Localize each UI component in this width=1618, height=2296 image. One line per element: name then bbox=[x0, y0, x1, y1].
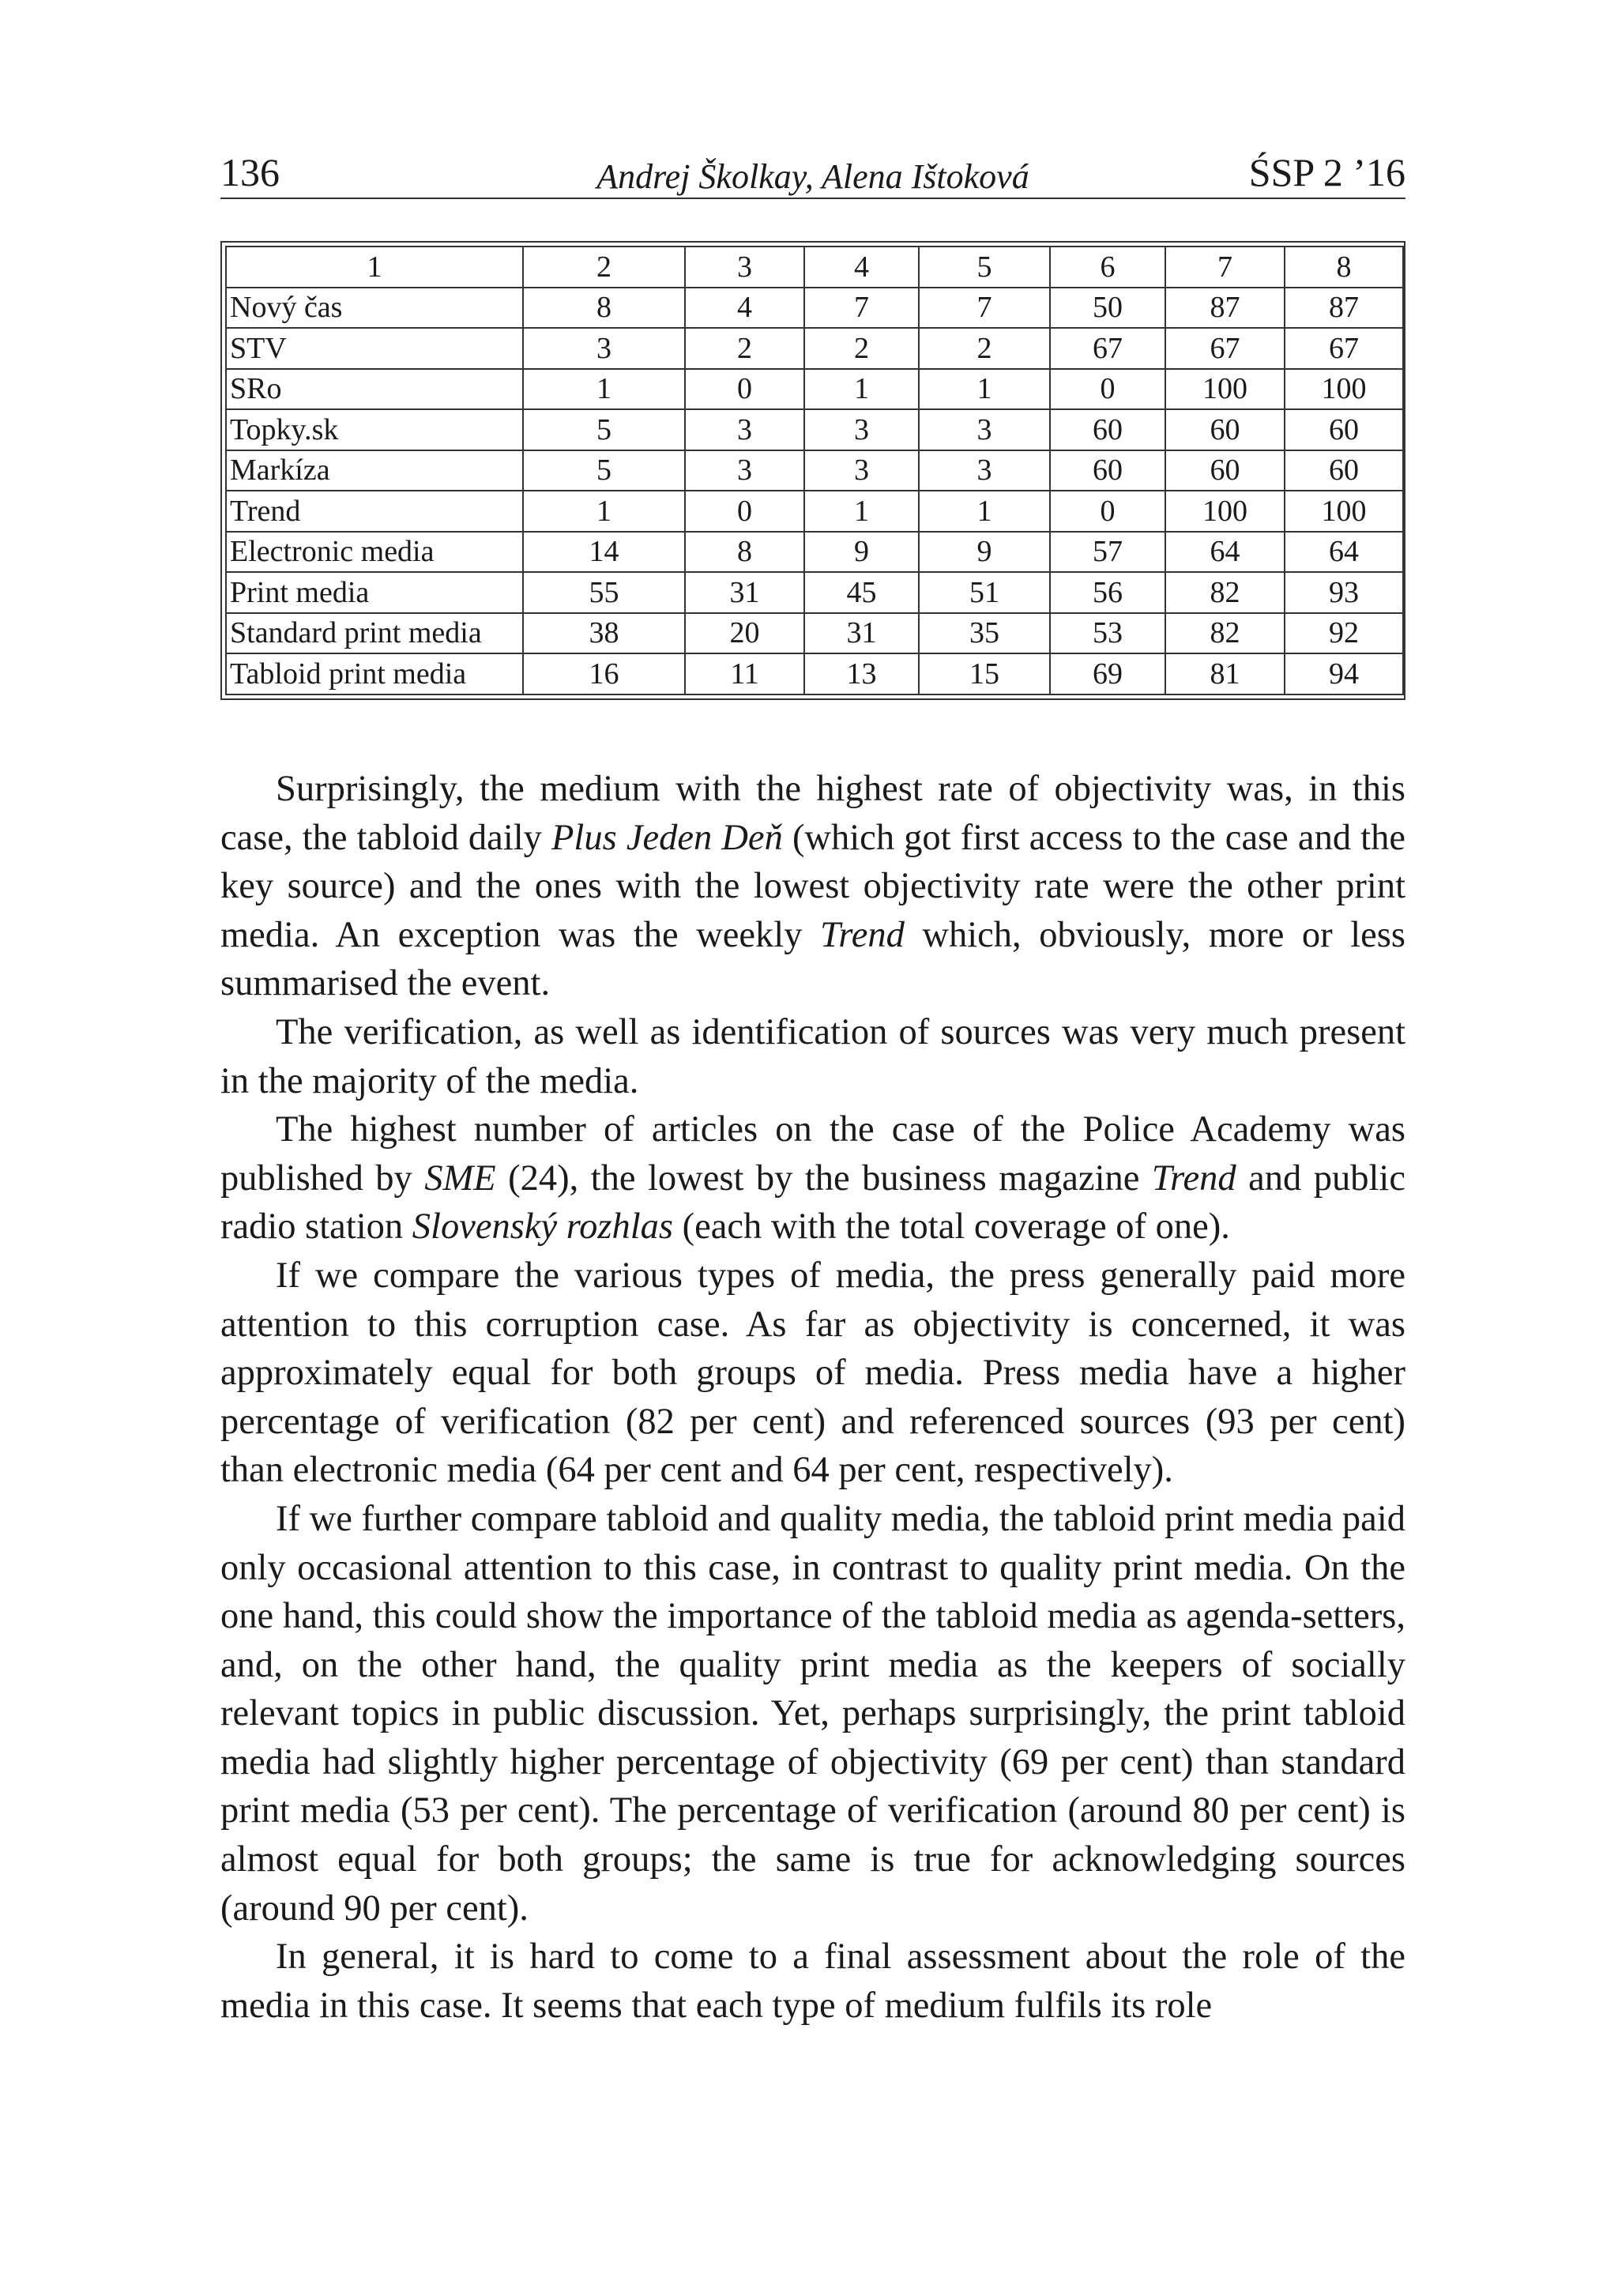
table-cell: 2 bbox=[685, 328, 804, 369]
table-cell: 1 bbox=[804, 369, 919, 410]
body-text bbox=[220, 765, 1405, 2030]
paragraph bbox=[220, 1105, 1405, 1252]
paragraph bbox=[220, 1495, 1405, 1933]
table-cell: 100 bbox=[1285, 491, 1403, 532]
column-header: 5 bbox=[919, 247, 1050, 288]
page-number: 136 bbox=[220, 150, 280, 194]
column-header: 3 bbox=[685, 247, 804, 288]
results-table-frame bbox=[220, 241, 1405, 700]
table-cell: 64 bbox=[1165, 532, 1285, 573]
table-cell: 51 bbox=[919, 572, 1050, 613]
column-header: 2 bbox=[523, 247, 685, 288]
table-cell: 67 bbox=[1285, 328, 1403, 369]
row-label: Tabloid print media bbox=[226, 653, 523, 694]
table-cell: 11 bbox=[685, 653, 804, 694]
table-cell: 5 bbox=[523, 450, 685, 491]
table-cell: 1 bbox=[919, 491, 1050, 532]
row-label: Topky.sk bbox=[226, 409, 523, 450]
table-cell: 67 bbox=[1165, 328, 1285, 369]
table-row bbox=[226, 409, 1403, 450]
table-cell: 9 bbox=[804, 532, 919, 573]
table-cell: 2 bbox=[804, 328, 919, 369]
text-run: and public radio station bbox=[220, 1157, 1405, 1248]
column-header: 6 bbox=[1050, 247, 1165, 288]
italic-text-run: Slovenský rozhlas bbox=[412, 1206, 673, 1248]
table-cell: 2 bbox=[919, 328, 1050, 369]
table-cell: 15 bbox=[919, 653, 1050, 694]
table-cell: 9 bbox=[919, 532, 1050, 573]
table-row bbox=[226, 613, 1403, 654]
table-row bbox=[226, 369, 1403, 410]
paragraph bbox=[220, 1252, 1405, 1495]
row-label: Markíza bbox=[226, 450, 523, 491]
column-header: 7 bbox=[1165, 247, 1285, 288]
table-cell: 60 bbox=[1050, 450, 1165, 491]
table-cell: 50 bbox=[1050, 288, 1165, 329]
table-cell: 81 bbox=[1165, 653, 1285, 694]
table-cell: 3 bbox=[523, 328, 685, 369]
table-cell: 55 bbox=[523, 572, 685, 613]
running-header-journal: ŚSP 2 ’16 bbox=[1248, 150, 1405, 194]
table-header-row bbox=[226, 247, 1403, 288]
text-run: (each with the total coverage of one). bbox=[672, 1206, 1230, 1248]
italic-text-run: SME bbox=[424, 1157, 496, 1199]
paragraph bbox=[220, 1933, 1405, 2030]
table-cell: 1 bbox=[523, 369, 685, 410]
table-body bbox=[226, 247, 1403, 694]
table-cell: 1 bbox=[523, 491, 685, 532]
table-cell: 16 bbox=[523, 653, 685, 694]
table-cell: 100 bbox=[1165, 491, 1285, 532]
row-label: SRo bbox=[226, 369, 523, 410]
table-cell: 60 bbox=[1050, 409, 1165, 450]
column-header: 4 bbox=[804, 247, 919, 288]
table-row bbox=[226, 572, 1403, 613]
table-row bbox=[226, 328, 1403, 369]
column-header: 8 bbox=[1285, 247, 1403, 288]
table-cell: 3 bbox=[685, 450, 804, 491]
table-cell: 93 bbox=[1285, 572, 1403, 613]
table-row bbox=[226, 491, 1403, 532]
table-cell: 57 bbox=[1050, 532, 1165, 573]
running-header-authors: Andrej Školkay, Alena Ištoková bbox=[596, 157, 1029, 196]
paragraph bbox=[220, 765, 1405, 1008]
table-cell: 7 bbox=[804, 288, 919, 329]
column-header: 1 bbox=[226, 247, 523, 288]
table-cell: 94 bbox=[1285, 653, 1403, 694]
table-row bbox=[226, 653, 1403, 694]
table-cell: 3 bbox=[919, 409, 1050, 450]
text-run: (which got first access to the case and the key source) and the ones with the lowest objectivity rate were the other print media. An exception was the weekly bbox=[220, 817, 1405, 955]
table-cell: 1 bbox=[919, 369, 1050, 410]
table-cell: 87 bbox=[1165, 288, 1285, 329]
table-cell: 3 bbox=[685, 409, 804, 450]
table-cell: 100 bbox=[1165, 369, 1285, 410]
paragraph bbox=[220, 1008, 1405, 1105]
italic-text-run: Trend bbox=[1151, 1157, 1236, 1199]
table-cell: 31 bbox=[804, 613, 919, 654]
table-cell: 45 bbox=[804, 572, 919, 613]
table-cell: 56 bbox=[1050, 572, 1165, 613]
row-label: Nový čas bbox=[226, 288, 523, 329]
running-header bbox=[220, 142, 1405, 199]
table-cell: 82 bbox=[1165, 613, 1285, 654]
table-row bbox=[226, 450, 1403, 491]
italic-text-run: Trend bbox=[820, 914, 905, 955]
row-label: Standard print media bbox=[226, 613, 523, 654]
table-cell: 60 bbox=[1285, 450, 1403, 491]
table-cell: 92 bbox=[1285, 613, 1403, 654]
table-cell: 31 bbox=[685, 572, 804, 613]
table-cell: 4 bbox=[685, 288, 804, 329]
row-label: Print media bbox=[226, 572, 523, 613]
table-cell: 8 bbox=[685, 532, 804, 573]
table-cell: 87 bbox=[1285, 288, 1403, 329]
text-run: The verification, as well as identification of sources was very much present in the majority of the media. bbox=[220, 1011, 1405, 1101]
table-cell: 0 bbox=[1050, 369, 1165, 410]
text-run: Surprisingly, the medium with the highest rate of objectivity was, in this case, the tabloid daily bbox=[220, 769, 1405, 858]
text-run: The highest number of articles on the case of the Police Academy was published by bbox=[220, 1109, 1405, 1199]
table-cell: 53 bbox=[1050, 613, 1165, 654]
table-cell: 14 bbox=[523, 532, 685, 573]
results-table bbox=[225, 246, 1404, 695]
row-label: Electronic media bbox=[226, 532, 523, 573]
text-run: (24), the lowest by the business magazine bbox=[495, 1157, 1152, 1199]
table-cell: 60 bbox=[1165, 409, 1285, 450]
table-cell: 1 bbox=[804, 491, 919, 532]
text-run: In general, it is hard to come to a final assessment about the role of the media in this case. It seems that each type of medium fulfils its role bbox=[220, 1937, 1405, 2026]
text-run: If we compare the various types of media, the press generally paid more attention to this corruption case. As far as objectivity is concerned, it was approximately equal for both groups of media. Press media have a higher percentage of verification (82 per cent) and referenced sources (93 per cent) than electronic media (64 per cent and 64 per cent, respectively). bbox=[220, 1255, 1405, 1491]
table-cell: 13 bbox=[804, 653, 919, 694]
table-cell: 38 bbox=[523, 613, 685, 654]
row-label: STV bbox=[226, 328, 523, 369]
text-run: If we further compare tabloid and quality media, the tabloid print media paid only occasional attention to this case, in contrast to quality print media. On the one hand, this could show the importance of the tabloid media as agenda-setters, and, on the other hand, the quality print media as the keepers of socially relevant topics in public discussion. Yet, perhaps surprisingly, the print tabloid media had slightly higher percentage of objectivity (69 per cent) than standard print media (53 per cent). The percentage of verification (around 80 per cent) is almost equal for both groups; the same is true for acknowledging sources (around 90 per cent). bbox=[220, 1498, 1405, 1929]
table-row bbox=[226, 288, 1403, 329]
table-cell: 64 bbox=[1285, 532, 1403, 573]
table-cell: 35 bbox=[919, 613, 1050, 654]
table-cell: 7 bbox=[919, 288, 1050, 329]
table-cell: 3 bbox=[919, 450, 1050, 491]
text-run: which, obviously, more or less summarised the event. bbox=[220, 914, 1405, 1004]
table-cell: 60 bbox=[1165, 450, 1285, 491]
italic-text-run: Plus Jeden Deň bbox=[551, 817, 783, 858]
table-cell: 3 bbox=[804, 409, 919, 450]
table-cell: 3 bbox=[804, 450, 919, 491]
table-cell: 8 bbox=[523, 288, 685, 329]
row-label: Trend bbox=[226, 491, 523, 532]
table-cell: 60 bbox=[1285, 409, 1403, 450]
table-cell: 0 bbox=[685, 369, 804, 410]
table-cell: 69 bbox=[1050, 653, 1165, 694]
table-cell: 5 bbox=[523, 409, 685, 450]
table-row bbox=[226, 532, 1403, 573]
table-cell: 82 bbox=[1165, 572, 1285, 613]
table-cell: 0 bbox=[685, 491, 804, 532]
table-cell: 0 bbox=[1050, 491, 1165, 532]
table-cell: 67 bbox=[1050, 328, 1165, 369]
table-cell: 20 bbox=[685, 613, 804, 654]
table-cell: 100 bbox=[1285, 369, 1403, 410]
